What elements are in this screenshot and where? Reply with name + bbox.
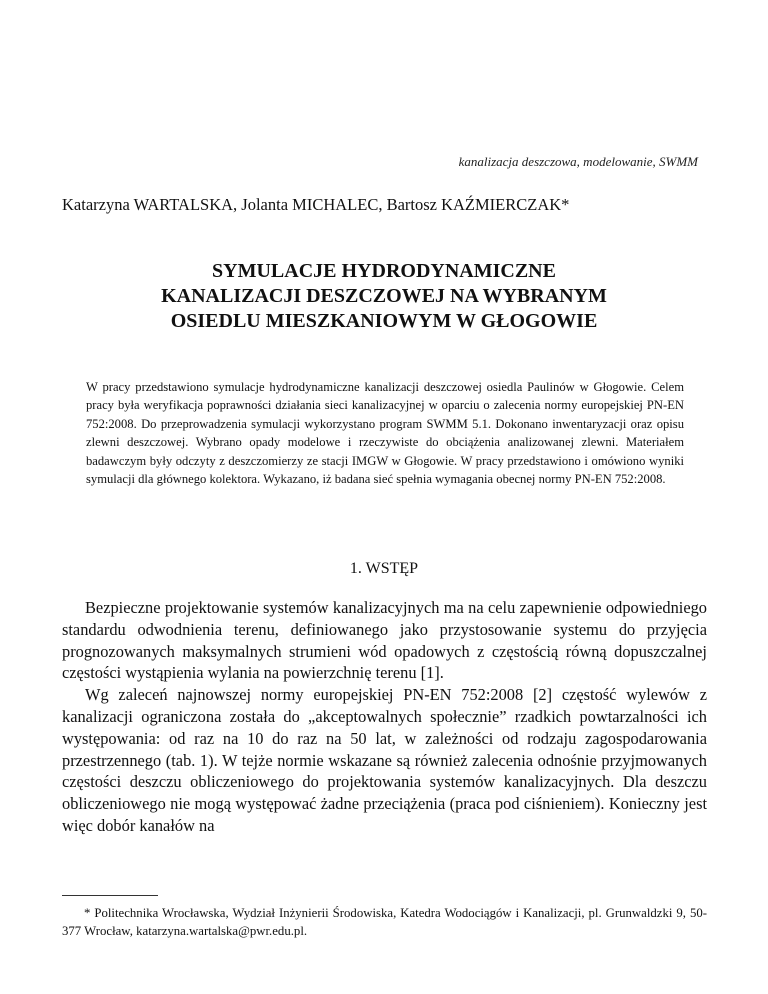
title-line-1: SYMULACJE HYDRODYNAMICZNE: [212, 260, 556, 282]
title-line-2: KANALIZACJI DESZCZOWEJ NA WYBRANYM: [161, 285, 607, 307]
paragraph-1: Bezpieczne projektowanie systemów kanalizacyjnych ma na celu zapewnienie odpowiedniego standardu odwodnienia terenu, definiowanego jako przystosowanie systemu do przyjęcia prognozowanych maksymalnych strumieni wód opadowych z częstością równą dopuszczalnej częstości wystąpienia wylania na powierzchnię terenu [1].: [62, 598, 707, 683]
footnote-text: * Politechnika Wrocławska, Wydział Inżynierii Środowiska, Katedra Wodociągów i Kanalizacji, pl. Grunwaldzki 9, 50-377 Wrocław, katarzyna.wartalska@pwr.edu.pl.: [62, 906, 707, 938]
section-heading: 1. WSTĘP: [349, 560, 419, 577]
footnote-divider: [62, 895, 158, 896]
authors-line: Katarzyna WARTALSKA, Jolanta MICHALEC, Bartosz KAŹMIERCZAK*: [62, 195, 570, 214]
paper-title: [0, 259, 768, 334]
title-line-3: OSIEDLU MIESZKANIOWYM W GŁOGOWIE: [170, 310, 598, 332]
abstract: W pracy przedstawiono symulacje hydrodynamiczne kanalizacji deszczowej osiedla Paulinów w Głogowie. Celem pracy była weryfikacja poprawności działania sieci kanalizacyjnej w oparciu o zalecenia normy europejskiej PN-EN 752:2008. Do przeprowadzenia symulacji wykorzystano program SWMM 5.1. Dokonano inwentaryzacji oraz opisu zlewni deszczowej. Wybrano opady modelowe i rzeczywiste do obciążenia analizowanej zlewni. Materiałem badawczym były odczyty z deszczomierzy ze stacji IMGW w Głogowie. W pracy przedstawiono i omówiono wyniki symulacji dla głównego kolektora. Wykazano, iż badana sieć spełnia wymagania obecnej normy PN-EN 752:2008.: [86, 380, 684, 487]
footnote: [62, 904, 707, 940]
keywords-line: kanalizacja deszczowa, modelowanie, SWMM: [458, 154, 698, 169]
paragraph-2: Wg zaleceń najnowszej normy europejskiej PN-EN 752:2008 [2] częstość wylewów z kanalizacji ograniczona została do „akceptowalnych społecznie” rzadkich powtarzalności ich występowania: od raz na 10 do raz na 50 lat, w zależności od rodzaju zagospodarowania przestrzennego (tab. 1). W tejże normie wskazane są również zalecenia odnośnie przyjmowanych częstości deszczu obliczeniowego do projektowania systemów kanalizacyjnych. Dla deszczu obliczeniowego nie mogą występować żadne przeciążenia (praca pod ciśnieniem). Konieczny jest więc dobór kanałów na: [62, 685, 707, 835]
body-text: [62, 597, 707, 837]
